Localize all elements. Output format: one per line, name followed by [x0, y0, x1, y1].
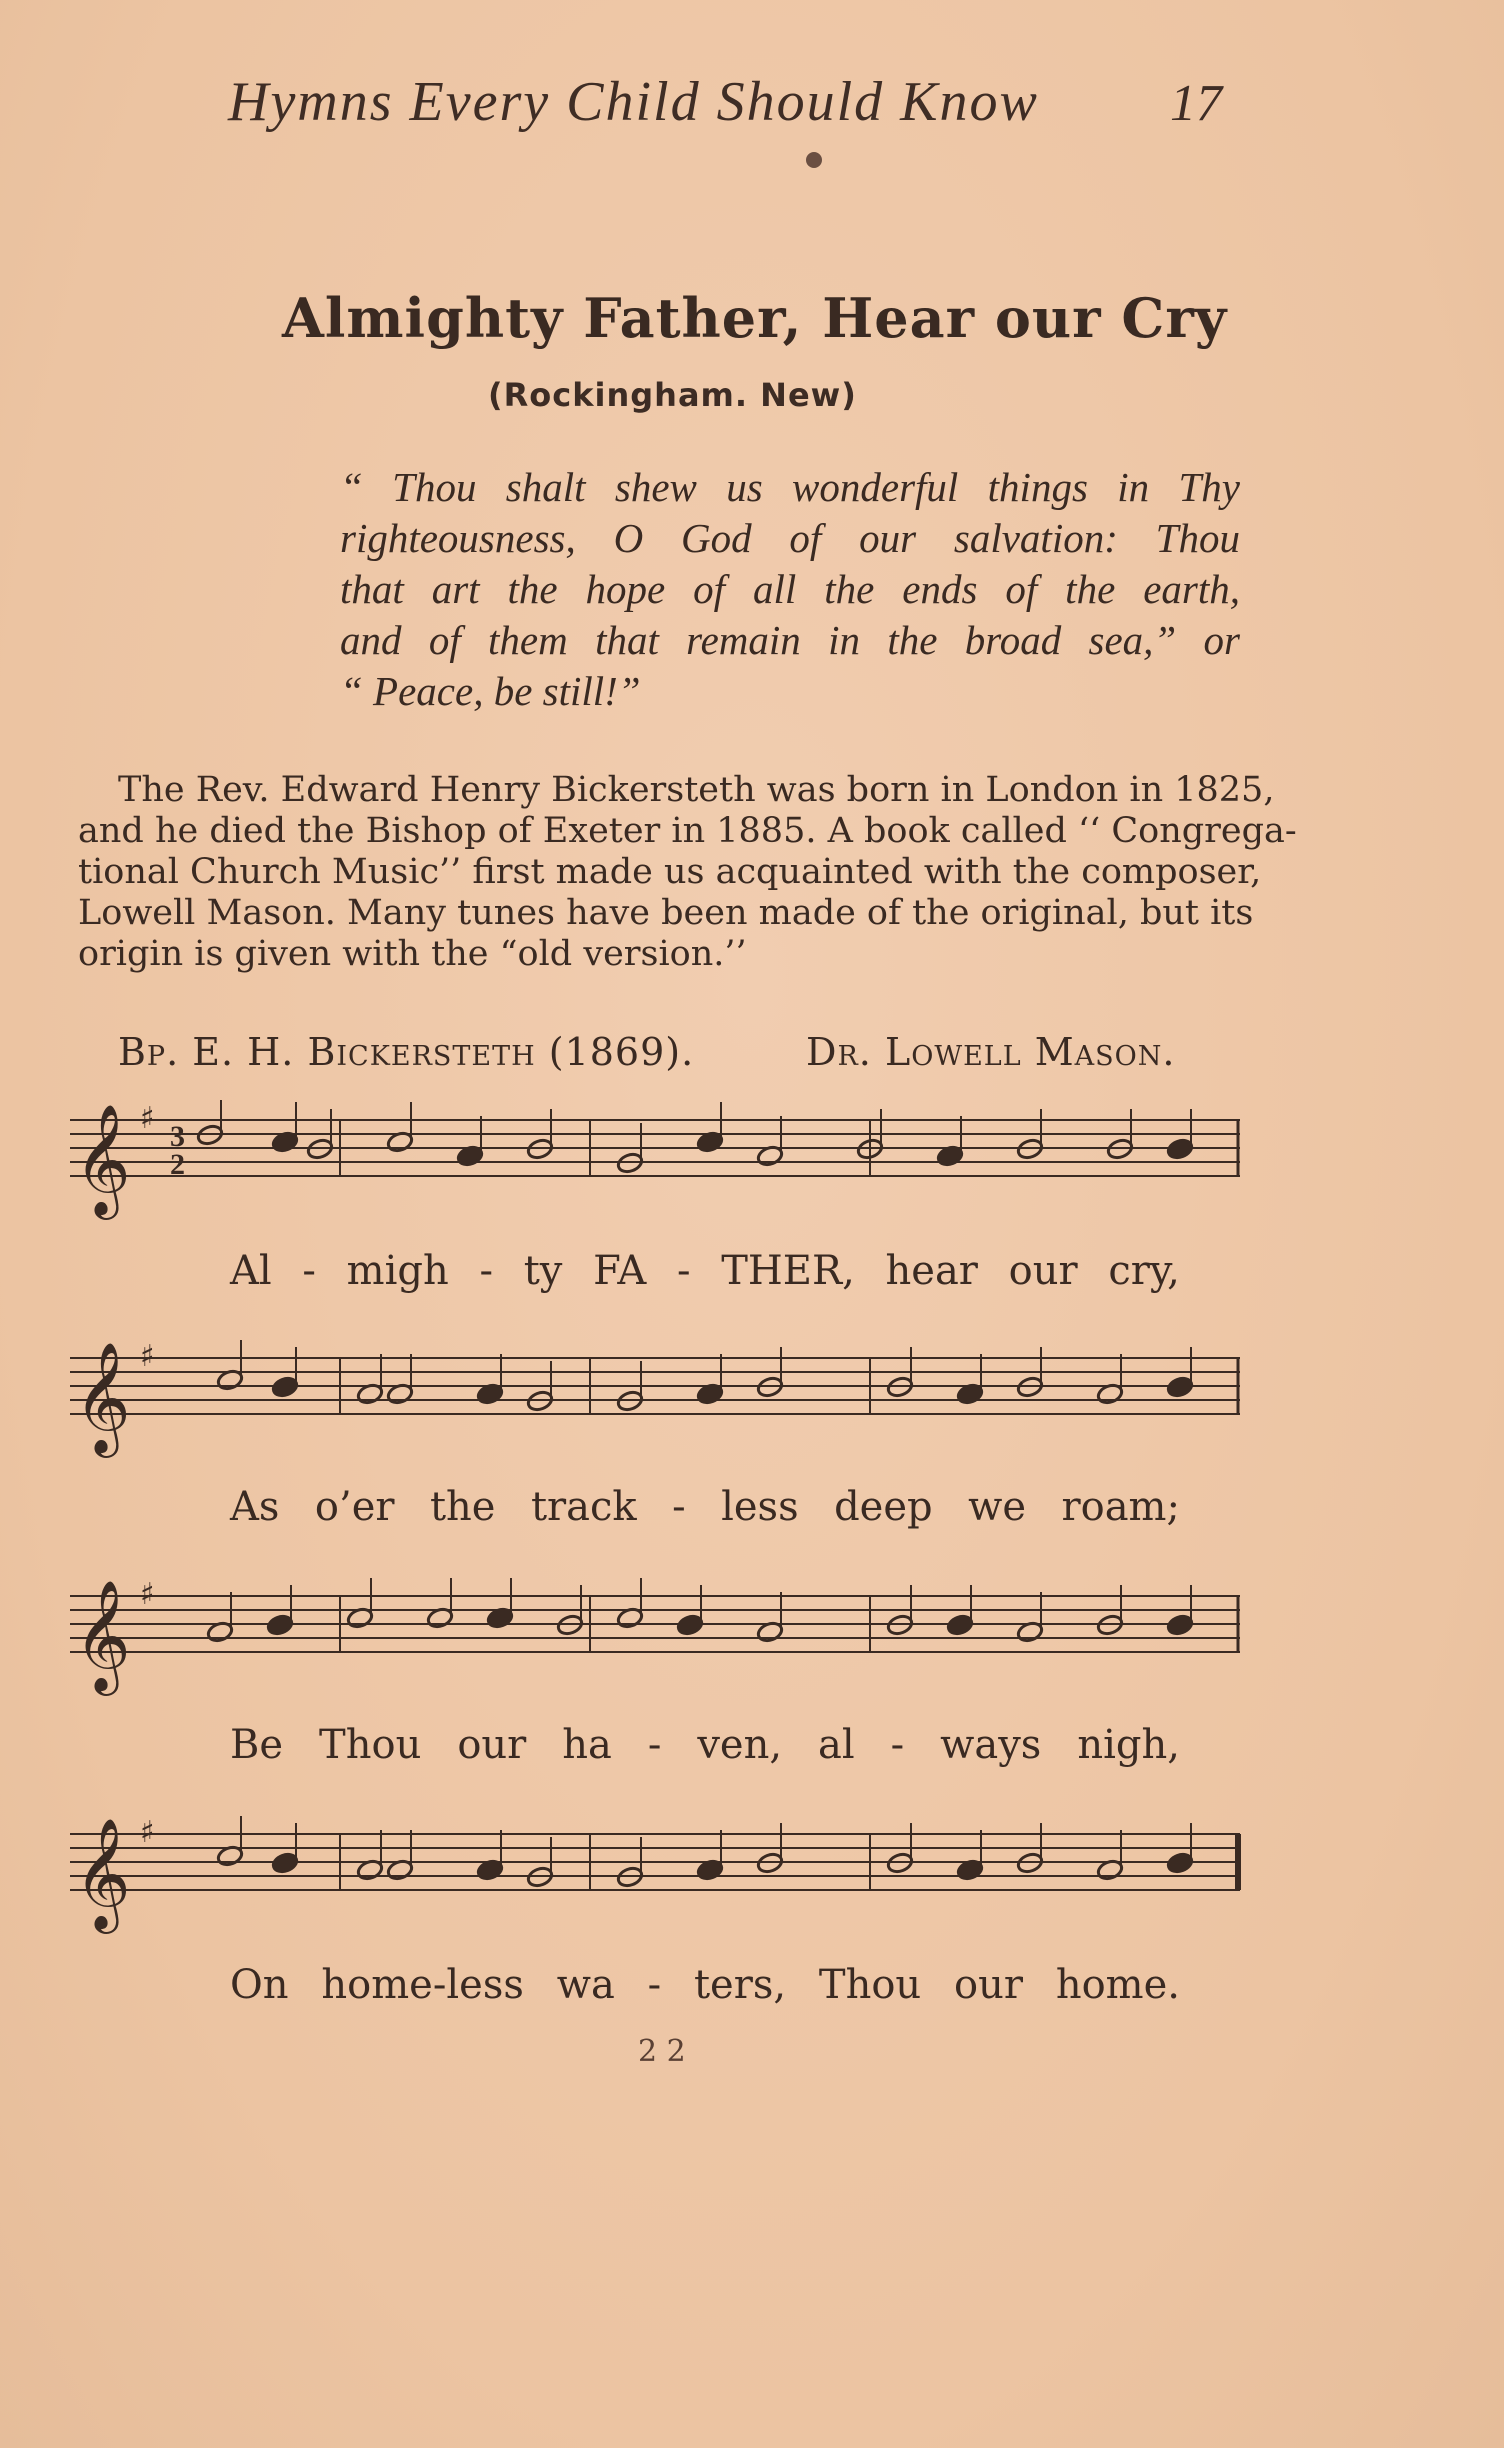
treble-clef-icon: 𝄞 — [74, 1817, 131, 1929]
lyric-syllable: our — [954, 1962, 1023, 2008]
treble-clef-icon: 𝄞 — [74, 1579, 131, 1691]
music-staff-4 — [70, 1814, 1250, 1964]
music-staff-3 — [70, 1576, 1250, 1726]
music-staff-1 — [70, 1100, 1250, 1250]
sharp-icon: ♯ — [140, 1339, 155, 1374]
lyric-syllable: the — [429, 1484, 496, 1530]
lyric-syllable: - — [302, 1248, 316, 1294]
note-head — [266, 1613, 294, 1636]
lyric-line-1 — [230, 1248, 1180, 1294]
treble-clef-icon: 𝄞 — [74, 1103, 131, 1215]
running-title: Hymns Every Child Should Know — [228, 71, 1039, 133]
lyric-syllable: ty — [523, 1248, 563, 1294]
epigraph-line: “ Thou shalt shew us wonderful things in Thy — [340, 464, 1240, 510]
lyric-syllable: - — [647, 1722, 662, 1768]
lyric-syllable: ways — [940, 1722, 1042, 1768]
lyric-syllable: ters, — [693, 1962, 787, 2008]
lyric-syllable: track — [530, 1484, 637, 1530]
intro-line: tional Church Music’’ first made us acquainted with the composer, — [78, 852, 1262, 892]
page-number: 17 — [1170, 75, 1222, 132]
lyric-syllable: ha — [562, 1722, 612, 1768]
lyric-syllable: our — [1008, 1248, 1078, 1294]
lyric-syllable: roam; — [1061, 1484, 1180, 1530]
intro-paragraph — [78, 770, 1297, 975]
ornament-dot-icon — [806, 152, 822, 168]
lyric-syllable: FA — [593, 1248, 647, 1294]
lyric-syllable: cry, — [1108, 1248, 1180, 1294]
composer-credit: Dr. Lowell Mason. — [806, 1030, 1176, 1074]
lyric-syllable: home-less — [321, 1962, 524, 2008]
lyric-line-4 — [230, 1962, 1180, 2008]
lyric-line-2 — [230, 1484, 1180, 1530]
lyric-syllable: ven, — [697, 1722, 783, 1768]
hymn-title: Almighty Father, Hear our Cry — [282, 286, 1228, 350]
running-head — [0, 70, 1504, 160]
sharp-icon: ♯ — [140, 1815, 155, 1850]
lyric-syllable: - — [676, 1248, 691, 1294]
lyric-syllable: - — [647, 1962, 662, 2008]
note-head — [271, 1851, 299, 1874]
lyric-syllable: we — [968, 1484, 1027, 1530]
lyric-syllable: Al — [230, 1248, 272, 1294]
note-head — [271, 1375, 299, 1398]
epigraph — [340, 462, 1240, 717]
note-head — [1166, 1375, 1194, 1398]
intro-line: Lowell Mason. Many tunes have been made of the original, but its — [78, 893, 1254, 933]
music-staff-2 — [70, 1338, 1250, 1488]
note-head — [676, 1613, 704, 1636]
lyric-syllable: nigh, — [1077, 1722, 1180, 1768]
intro-line: The Rev. Edward Henry Bickersteth was born in London in 1825, — [118, 770, 1275, 810]
treble-clef-icon: 𝄞 — [74, 1341, 131, 1453]
epigraph-line: “ Peace, be still!” — [340, 668, 641, 714]
sharp-icon: ♯ — [140, 1101, 155, 1136]
lyric-syllable: our — [457, 1722, 527, 1768]
lyric-syllable: hear — [885, 1248, 978, 1294]
lyric-syllable: migh — [346, 1248, 449, 1294]
time-signature-top: 3 — [170, 1120, 185, 1153]
lyric-syllable: Be — [230, 1722, 284, 1768]
epigraph-line: and of them that remain in the broad sea,” or — [340, 617, 1240, 663]
sharp-icon: ♯ — [140, 1577, 155, 1612]
lyric-syllable: less — [721, 1484, 799, 1530]
lyric-syllable: - — [479, 1248, 493, 1294]
lyric-syllable: As — [230, 1484, 280, 1530]
lyric-syllable: On — [230, 1962, 289, 2008]
note-head — [1166, 1137, 1194, 1160]
note-head — [1166, 1851, 1194, 1874]
intro-line: origin is given with the “old version.’’ — [78, 934, 747, 974]
lyric-syllable: Thou — [319, 1722, 422, 1768]
lyric-syllable: o’er — [314, 1484, 395, 1530]
lyric-syllable: - — [672, 1484, 686, 1530]
epigraph-line: righteousness, O God of our salvation: Thou — [340, 515, 1240, 561]
lyric-syllable: al — [818, 1722, 855, 1768]
lyric-syllable: deep — [834, 1484, 933, 1530]
time-signature-bottom: 2 — [170, 1148, 185, 1181]
lyric-syllable: - — [890, 1722, 905, 1768]
lyric-syllable: THER, — [721, 1248, 855, 1294]
lyric-line-3 — [230, 1722, 1180, 1768]
epigraph-line: that art the hope of all the ends of the earth, — [340, 566, 1240, 612]
lyric-syllable: wa — [556, 1962, 615, 2008]
author-credit: Bp. E. H. Bickersteth (1869). — [118, 1030, 695, 1074]
note-head — [1166, 1613, 1194, 1636]
note-head — [946, 1613, 974, 1636]
lyric-syllable: home. — [1055, 1962, 1180, 2008]
signature-mark: 2 2 — [638, 2034, 686, 2069]
lyric-syllable: Thou — [818, 1962, 922, 2008]
tune-name: (Rockingham. New) — [488, 376, 857, 414]
intro-line: and he died the Bishop of Exeter in 1885. A book called ‘‘ Congrega- — [78, 811, 1297, 851]
